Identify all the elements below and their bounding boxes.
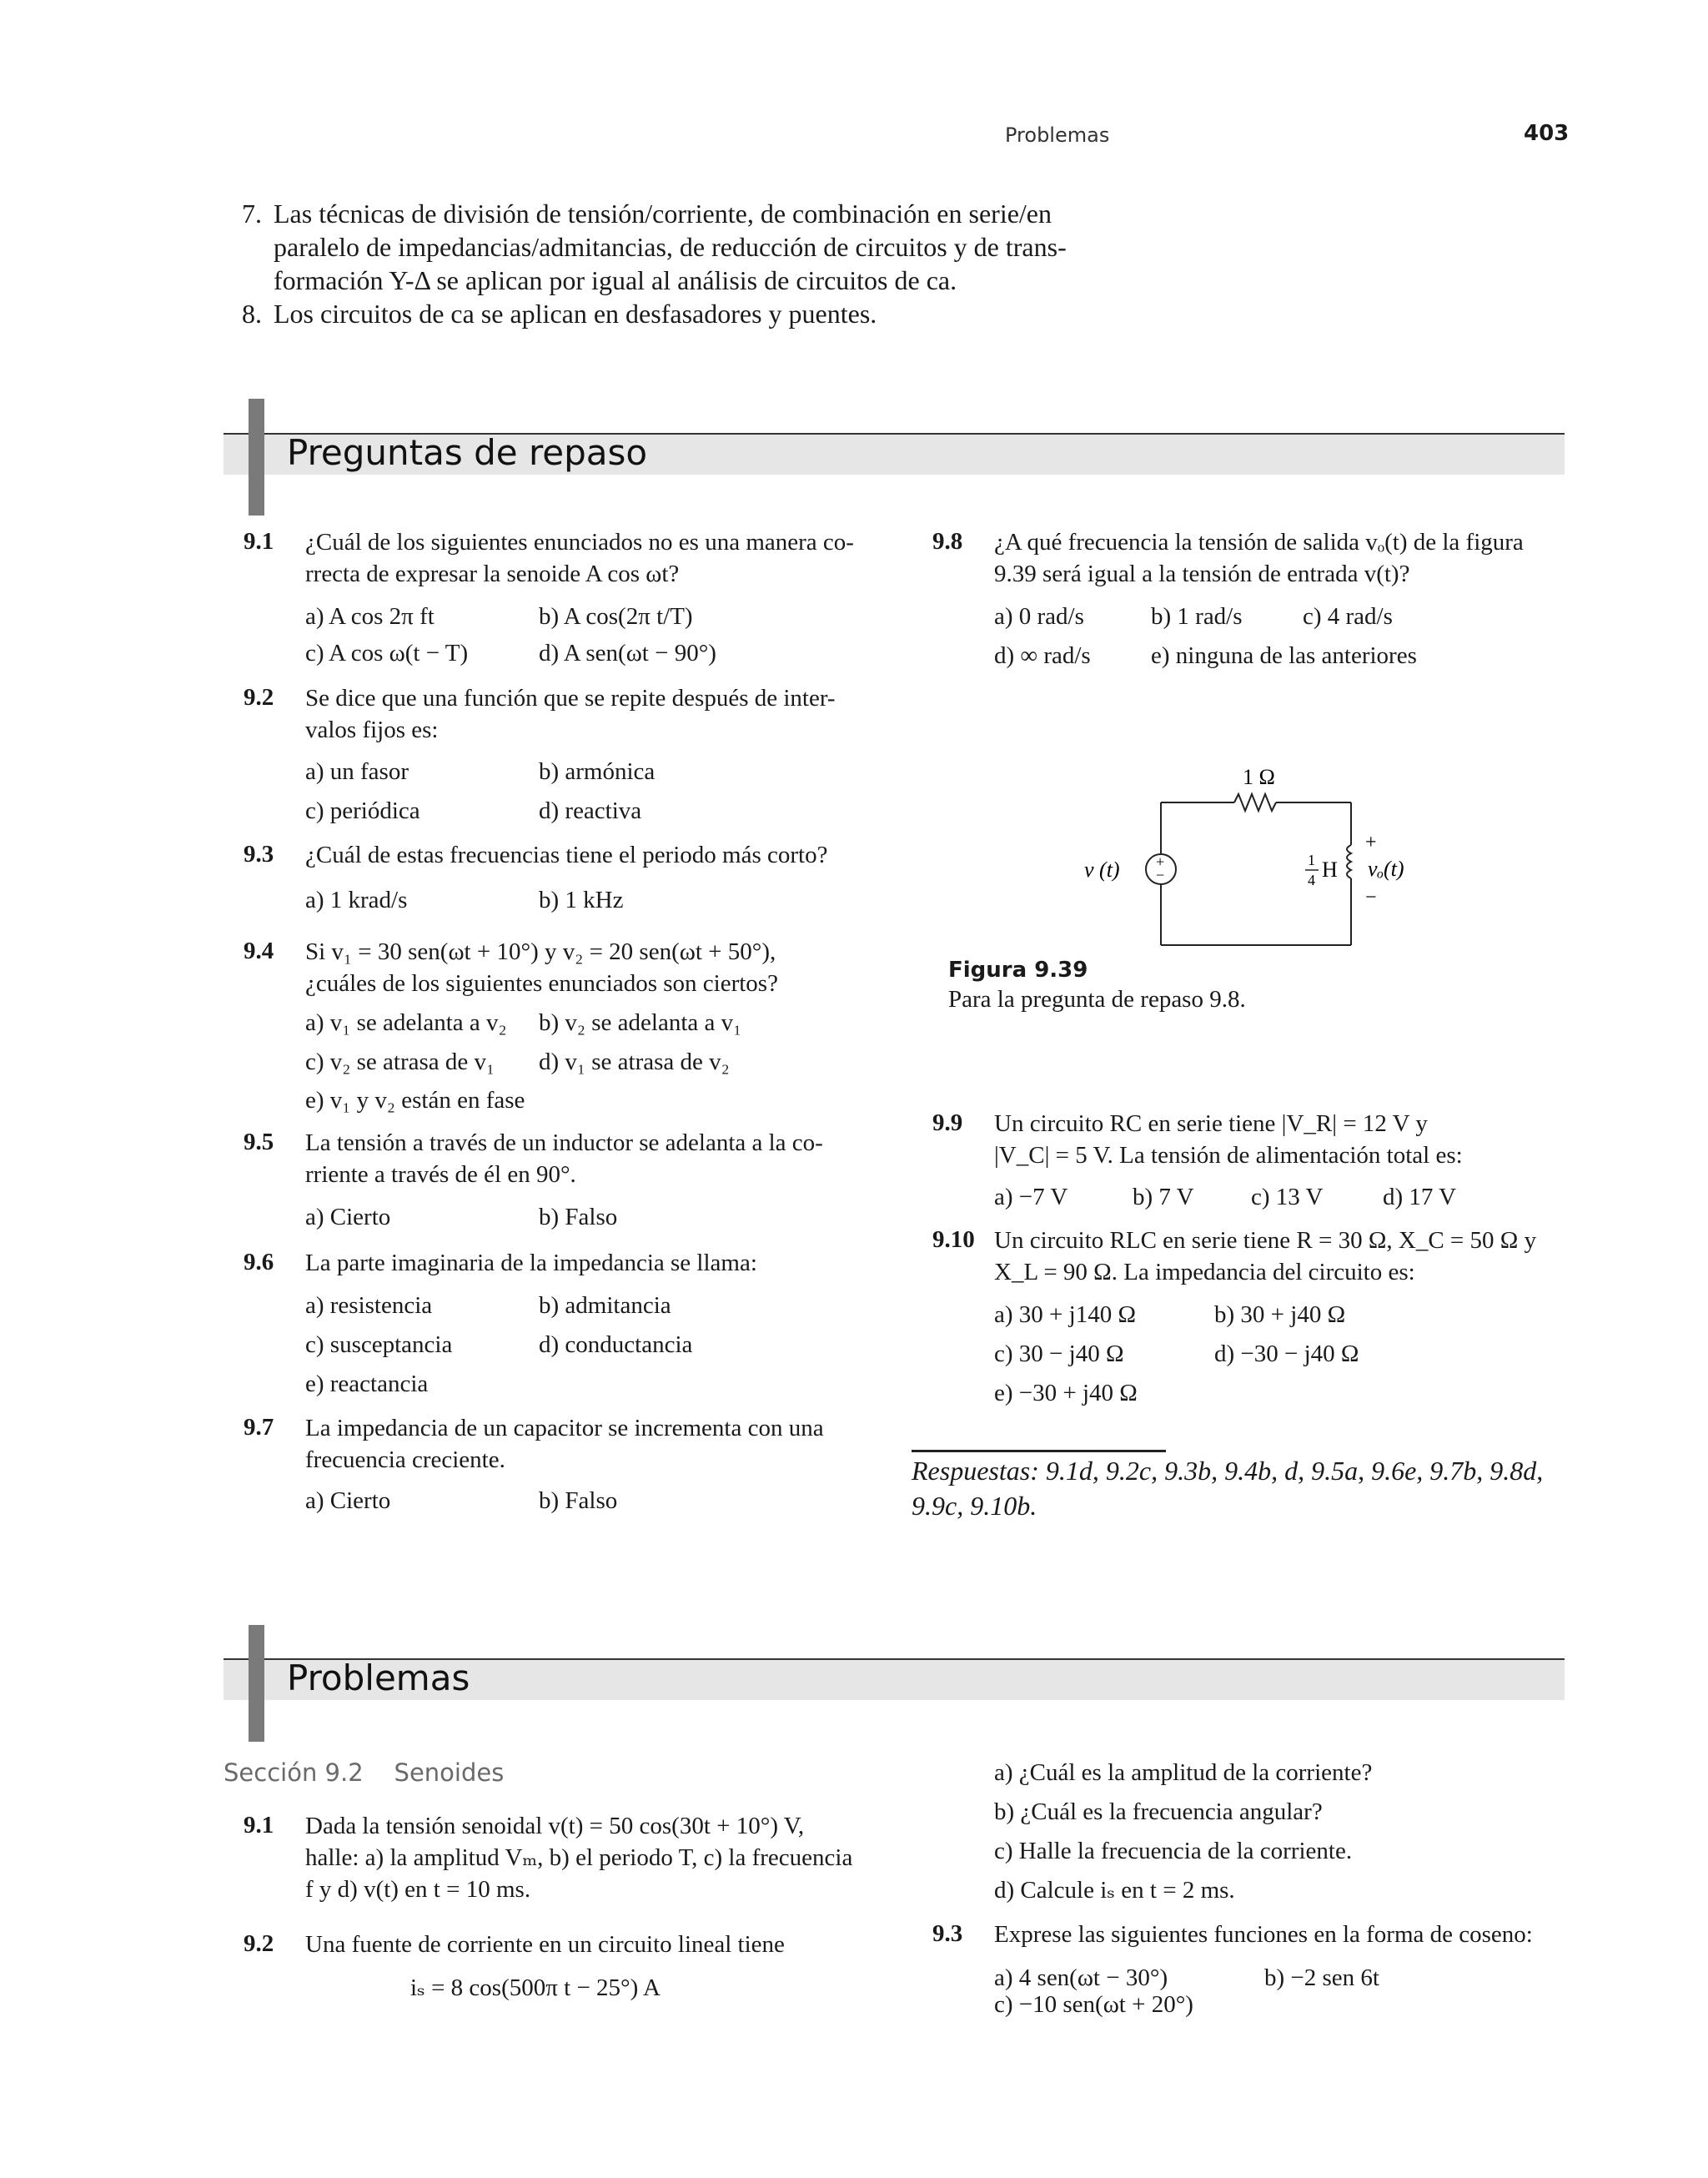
option: a) Cierto: [305, 1204, 391, 1230]
option: a) resistencia: [305, 1292, 433, 1319]
option: a) Cierto: [305, 1487, 391, 1514]
problem-option: c) −10 sen(ωt + 20°): [994, 1991, 1193, 2018]
problem-number: 9.3: [932, 1920, 963, 1947]
inductor-fraction-denominator: 4: [1308, 872, 1315, 888]
question-line: ¿A qué frecuencia la tensión de salida vₒ(t) de la figura: [994, 529, 1524, 556]
option: d) v₁ se atrasa de v₂: [539, 1049, 730, 1075]
question-text: ¿Cuál de estas frecuencias tiene el periodo más corto?: [305, 842, 828, 868]
review-section-title: Preguntas de repaso: [287, 432, 648, 473]
item-number: 8.: [242, 299, 262, 329]
figure-title: Figura 9.39: [948, 958, 1088, 983]
question-line: Un circuito RC en serie tiene |V_R| = 12 V y: [994, 1110, 1428, 1137]
problem-part: a) ¿Cuál es la amplitud de la corriente?: [994, 1759, 1373, 1786]
option: d) −30 − j40 Ω: [1214, 1341, 1359, 1367]
problem-part: c) Halle la frecuencia de la corriente.: [994, 1838, 1353, 1864]
question-number: 9.6: [244, 1249, 274, 1275]
option: a) un fasor: [305, 758, 409, 785]
option: d) reactiva: [539, 797, 642, 824]
question-text: [305, 1127, 823, 1190]
option: c) A cos ω(t − T): [305, 640, 469, 666]
answers-line: Respuestas: 9.1d, 9.2c, 9.3b, 9.4b, d, 9.5a, 9.6e, 9.7b, 9.8d,: [912, 1456, 1544, 1486]
option: d) A sen(ωt − 90°): [539, 640, 716, 666]
question-line: rriente a través de él en 90°.: [305, 1161, 576, 1188]
option: a) 30 + j140 Ω: [994, 1301, 1136, 1328]
question-line: Si v₁ = 30 sen(ωt + 10°) y v₂ = 20 sen(ωt + 50°),: [305, 938, 776, 965]
question-text: [305, 936, 778, 999]
problem-line: f y d) v(t) en t = 10 ms.: [305, 1876, 531, 1903]
question-line: ¿Cuál de los siguientes enunciados no es una manera co-: [305, 529, 854, 556]
problem-line: halle: a) la amplitud Vₘ, b) el periodo T, c) la frecuencia: [305, 1844, 853, 1871]
question-text: [994, 526, 1524, 590]
problem-option: b) −2 sen 6t: [1264, 1964, 1379, 1991]
problem-text: Exprese las siguientes funciones en la forma de coseno:: [994, 1921, 1533, 1948]
question-line: Se dice que una función que se repite después de inter-: [305, 685, 836, 712]
question-number: 9.2: [244, 684, 274, 711]
option: a) −7 V: [994, 1184, 1068, 1210]
resistor: [1234, 794, 1276, 811]
inductor: [1347, 845, 1351, 878]
option: d) ∞ rad/s: [994, 642, 1091, 669]
option: b) 1 kHz: [539, 887, 624, 913]
option: c) 4 rad/s: [1303, 603, 1393, 630]
option: e) v₁ y v₂ están en fase: [305, 1087, 525, 1114]
option: e) ninguna de las anteriores: [1151, 642, 1417, 669]
question-text: La parte imaginaria de la impedancia se llama:: [305, 1250, 757, 1276]
option: b) v₂ se adelanta a v₁: [539, 1009, 742, 1036]
problem-number: 9.2: [244, 1930, 274, 1957]
problem-text: Una fuente de corriente en un circuito lineal tiene: [305, 1931, 785, 1958]
problem-option: a) 4 sen(ωt − 30°): [994, 1964, 1168, 1991]
question-text: [994, 1108, 1463, 1171]
inductor-fraction-numerator: 1: [1308, 852, 1315, 868]
option: c) periódica: [305, 797, 420, 824]
inductor-label: H: [1322, 858, 1338, 882]
question-number: 9.7: [244, 1414, 274, 1441]
option: c) 13 V: [1251, 1184, 1324, 1210]
question-line: rrecta de expresar la senoide A cos ωt?: [305, 561, 680, 587]
problem-part: b) ¿Cuál es la frecuencia angular?: [994, 1798, 1323, 1825]
source-plus: +: [1156, 853, 1165, 870]
running-title: Problemas: [1005, 123, 1110, 147]
item-line: Los circuitos de ca se aplican en desfasadores y puentes.: [274, 299, 877, 329]
output-label: vₒ(t): [1368, 857, 1404, 881]
question-text: [305, 1412, 824, 1476]
figure-caption: Para la pregunta de repaso 9.8.: [948, 986, 1246, 1013]
resistor-label: 1 Ω: [1243, 765, 1275, 789]
option: b) A cos(2π t/T): [539, 603, 693, 630]
problem-part: d) Calcule iₛ en t = 2 ms.: [994, 1877, 1235, 1904]
question-line: |V_C| = 5 V. La tensión de alimentación total es:: [994, 1142, 1463, 1169]
source-minus: −: [1156, 867, 1165, 883]
problem-text: [305, 1810, 852, 1905]
question-line: ¿cuáles de los siguientes enunciados son ciertos?: [305, 970, 778, 997]
answers-rule: [912, 1450, 1166, 1452]
problems-band-accent: [249, 1625, 264, 1742]
question-line: frecuencia creciente.: [305, 1446, 505, 1473]
source-label: v (t): [1084, 858, 1120, 882]
problems-section-title: Problemas: [287, 1657, 470, 1698]
question-text: [994, 1225, 1536, 1288]
question-text: [305, 526, 854, 590]
question-number: 9.3: [244, 841, 274, 868]
question-text: [305, 682, 836, 746]
question-line: Un circuito RLC en serie tiene R = 30 Ω, X_C = 50 Ω y: [994, 1227, 1537, 1254]
summary-item-8: [242, 297, 1126, 330]
item-line: paralelo de impedancias/admitancias, de reducción de circuitos y de trans-: [274, 232, 1067, 262]
question-line: La impedancia de un capacitor se incrementa con una: [305, 1415, 824, 1441]
question-number: 9.10: [932, 1226, 975, 1253]
question-number: 9.8: [932, 528, 963, 555]
option: e) reactancia: [305, 1371, 429, 1397]
item-line: formación Y-Δ se aplican por igual al análisis de circuitos de ca.: [274, 265, 957, 295]
option: b) Falso: [539, 1487, 618, 1514]
option: b) armónica: [539, 758, 656, 785]
output-minus: −: [1365, 887, 1377, 908]
item-number: 7.: [242, 199, 262, 229]
option: a) A cos 2π ft: [305, 603, 435, 630]
section-subheading: Sección 9.2 Senoides: [224, 1758, 505, 1787]
review-band-accent: [249, 399, 264, 516]
problem-number: 9.1: [244, 1812, 274, 1838]
question-line: La tensión a través de un inductor se adelanta a la co-: [305, 1129, 823, 1156]
question-number: 9.1: [244, 528, 274, 555]
question-line: valos fijos es:: [305, 717, 439, 743]
question-number: 9.9: [932, 1109, 963, 1136]
question-number: 9.5: [244, 1129, 274, 1155]
item-line: Las técnicas de división de tensión/corriente, de combinación en serie/en: [274, 199, 1052, 229]
option: d) conductancia: [539, 1331, 693, 1358]
output-plus: +: [1365, 832, 1377, 853]
option: c) 30 − j40 Ω: [994, 1341, 1124, 1367]
option: b) Falso: [539, 1204, 618, 1230]
option: b) admitancia: [539, 1292, 671, 1319]
question-number: 9.4: [244, 938, 274, 964]
problem-equation: iₛ = 8 cos(500π t − 25°) A: [410, 1974, 661, 2001]
summary-item-7: [242, 197, 1126, 297]
option: a) 0 rad/s: [994, 603, 1084, 630]
option: e) −30 + j40 Ω: [994, 1380, 1138, 1406]
option: c) v₂ se atrasa de v₁: [305, 1049, 495, 1075]
option: a) v₁ se adelanta a v₂: [305, 1009, 507, 1036]
option: b) 1 rad/s: [1151, 603, 1243, 630]
page-number: 403: [1524, 121, 1570, 146]
answers-line: 9.9c, 9.10b.: [912, 1491, 1037, 1521]
answers: [912, 1453, 1579, 1523]
circuit-figure: [1084, 755, 1418, 955]
summary-list: [242, 197, 1126, 330]
option: d) 17 V: [1383, 1184, 1457, 1210]
option: b) 30 + j40 Ω: [1214, 1301, 1346, 1328]
option: c) susceptancia: [305, 1331, 453, 1358]
option: b) 7 V: [1133, 1184, 1194, 1210]
question-line: 9.39 será igual a la tensión de entrada v(t)?: [994, 561, 1410, 587]
option: a) 1 krad/s: [305, 887, 408, 913]
question-line: X_L = 90 Ω. La impedancia del circuito es:: [994, 1259, 1415, 1285]
problem-line: Dada la tensión senoidal v(t) = 50 cos(30t + 10°) V,: [305, 1813, 805, 1839]
